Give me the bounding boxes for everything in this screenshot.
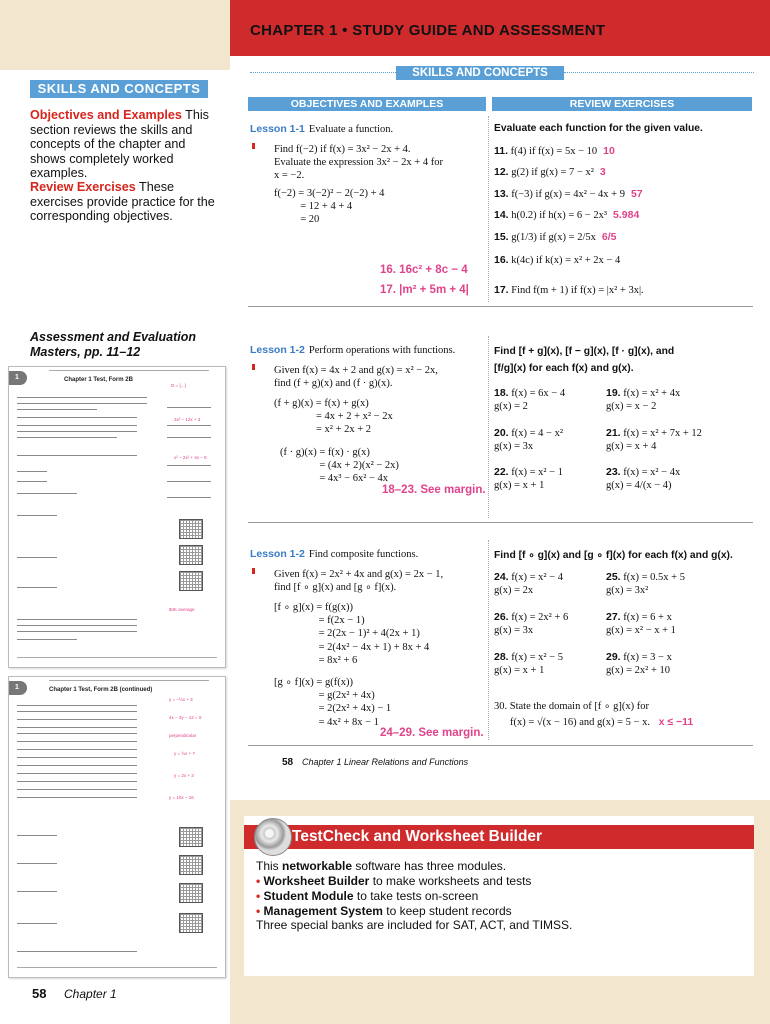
- example-work: (f + g)(x) = f(x) + g(x) = 4x + 2 + x² − 2x = x² + 2x + 2: [274, 398, 393, 436]
- review-item: 24. f(x) = x² − 4 g(x) = 2x: [494, 571, 563, 596]
- testcheck-title: TestCheck and Worksheet Builder: [292, 828, 543, 845]
- answer-16: 16. 16c² + 8c − 4: [380, 264, 468, 276]
- review-item: 21. f(x) = x² + 7x + 12 g(x) = x + 4: [606, 427, 702, 452]
- lesson-heading: [250, 548, 418, 560]
- review-item: 11. f(4) if f(x) = 5x − 10 10: [494, 145, 615, 157]
- review-item: 14. h(0.2) if h(x) = 6 − 2x³ 5.984: [494, 209, 640, 221]
- assessment-title: Assessment and Evaluation Masters, pp. 11–12: [30, 330, 197, 359]
- example-text: Find f(−2) if f(x) = 3x² − 2x + 4. Evaluate the expression 3x² − 2x + 4 for x = −2.: [274, 144, 443, 182]
- review-item: 16. k(4c) if k(x) = x² + 2x − 4: [494, 254, 621, 266]
- left-page-chapter: Chapter 1: [64, 987, 117, 1001]
- test-form-thumbnail-1: 1 Chapter 1 Test, Form 2B D = {...} 3x² − 12x + 3 x² − 2x² + 4x − 8 $4K average: [8, 366, 226, 668]
- lesson-heading: [250, 344, 455, 356]
- review-item: 15. g(1/3) if g(x) = 2/5x 6/5: [494, 231, 617, 243]
- answer-30: x ≤ −11: [658, 716, 694, 728]
- section-divider: [248, 745, 753, 746]
- testcheck-module: • Management System to keep student records: [256, 904, 512, 918]
- review-item: 12. g(2) if g(x) = 7 − x² 3: [494, 166, 606, 178]
- margin-note: 18–23. See margin.: [382, 484, 486, 496]
- thumbnail-title: Chapter 1 Test, Form 2B (continued): [49, 687, 153, 693]
- example-text: Given f(x) = 2x² + 4x and g(x) = 2x − 1, find [f ∘ g](x) and [g ∘ f](x).: [274, 569, 444, 594]
- example-work: f(−2) = 3(−2)² − 2(−2) + 4 = 12 + 4 + 4 = 20: [274, 188, 385, 226]
- review-heading: [f/g](x) for each f(x) and g(x).: [494, 363, 634, 374]
- review-heading: Find [f + g](x), [f − g](x), [f · g](x), and: [494, 346, 675, 357]
- dotted-rule: [564, 72, 754, 73]
- chapter-title: CHAPTER 1 • STUDY GUIDE AND ASSESSMENT: [250, 22, 606, 39]
- review-item: 28. f(x) = x² − 5 g(x) = x + 1: [494, 651, 563, 676]
- example-text: Given f(x) = 4x + 2 and g(x) = x² − 2x, find (f + g)(x) and (f · g)(x).: [274, 365, 438, 390]
- dotted-rule: [250, 72, 396, 73]
- answer-17: 17. |m² + 5m + 4|: [380, 284, 469, 296]
- testcheck-intro: This networkable software has three modules.: [256, 859, 507, 873]
- cd-disc-icon: [254, 818, 292, 856]
- review-heading: Find [f ∘ g](x) and [g ∘ f](x) for each f(x) and g(x).: [494, 550, 733, 561]
- column-divider: [488, 540, 489, 740]
- column-divider: [488, 336, 489, 518]
- page-number: 58: [282, 757, 294, 768]
- lesson-number: Lesson 1-1: [250, 123, 305, 135]
- review-item-30-function: f(x) = √(x − 16) and g(x) = 5 − x. x ≤ −11: [510, 716, 694, 728]
- example-work: [g ∘ f](x) = g(f(x)) = g(2x² + 4x) = 2(2x² + 4x) − 1 = 4x² + 8x − 1: [274, 677, 392, 728]
- chapter-tab: 1: [8, 371, 27, 385]
- review-item: 22. f(x) = x² − 1 g(x) = x + 1: [494, 466, 563, 491]
- testcheck-module: • Student Module to take tests on-screen: [256, 889, 479, 903]
- objectives-text: This section reviews the skills and concepts of the chapter and shows completely worked examples.: [30, 108, 209, 181]
- section-divider: [248, 306, 753, 307]
- testcheck-banks: Three special banks are included for SAT, ACT, and TIMSS.: [256, 918, 573, 932]
- example-marker: [252, 364, 255, 370]
- review-item: 29. f(x) = 3 − x g(x) = 2x² + 10: [606, 651, 672, 676]
- left-page-number: 58: [32, 986, 47, 1001]
- thumbnail-title: Chapter 1 Test, Form 2B: [64, 377, 133, 383]
- review-item: 25. f(x) = 0.5x + 5 g(x) = 3x²: [606, 571, 685, 596]
- lesson-number: Lesson 1-2: [250, 344, 305, 356]
- test-form-thumbnail-2: 1 Chapter 1 Test, Form 2B (continued) y = −½x + 3 4x − 3y − 12 = 0 perpendicular y = ½x + 7 y = 2x + 3 y = 10x − 16: [8, 676, 226, 978]
- margin-note: 24–29. See margin.: [380, 727, 484, 739]
- example-work: [f ∘ g](x) = f(g(x)) = f(2x − 1) = 2(2x − 1)² + 4(2x + 1) = 2(4x² − 4x + 1) + 8x + 4 = 8x² + 6: [274, 602, 430, 666]
- left-skills-bar: SKILLS AND CONCEPTS: [30, 80, 208, 98]
- review-item: 13. f(−3) if g(x) = 4x² − 4x + 9 57: [494, 188, 643, 200]
- review-lead: Review Exercises: [30, 180, 136, 194]
- review-item: 26. f(x) = 2x² + 6 g(x) = 3x: [494, 611, 569, 636]
- section-divider: [248, 522, 753, 523]
- lesson-objective: Evaluate a function.: [308, 124, 394, 135]
- review-item: 18. f(x) = 6x − 4 g(x) = 2: [494, 387, 566, 412]
- review-item: 23. f(x) = x² − 4x g(x) = 4/(x − 4): [606, 466, 681, 491]
- review-item-30: 30. State the domain of [f ∘ g](x) for: [494, 701, 649, 712]
- review-paragraph: [30, 180, 220, 224]
- review-exercises-bar: REVIEW EXERCISES: [492, 97, 752, 111]
- lesson-objective: Perform operations with functions.: [308, 345, 456, 356]
- chapter-tab: 1: [8, 681, 27, 695]
- testcheck-module: • Worksheet Builder to make worksheets and tests: [256, 874, 532, 888]
- skills-concepts-bar: SKILLS AND CONCEPTS: [396, 66, 564, 80]
- lesson-number: Lesson 1-2: [250, 548, 305, 560]
- lesson-heading: [250, 123, 393, 135]
- example-work: (f · g)(x) = f(x) · g(x) = (4x + 2)(x² − 2x) = 4x³ − 6x² − 4x: [280, 447, 399, 485]
- objectives-lead: Objectives and Examples: [30, 108, 182, 122]
- review-text: These exercises provide practice for the corresponding objectives.: [30, 180, 215, 224]
- page-chapter-title: Chapter 1 Linear Relations and Functions: [302, 757, 469, 767]
- review-item: 17. Find f(m + 1) if f(x) = |x² + 3x|.: [494, 284, 644, 296]
- column-divider: [488, 116, 489, 302]
- example-marker: [252, 143, 255, 149]
- objectives-examples-bar: OBJECTIVES AND EXAMPLES: [248, 97, 486, 111]
- example-marker: [252, 568, 255, 574]
- review-item: 20. f(x) = 4 − x² g(x) = 3x: [494, 427, 563, 452]
- objectives-paragraph: [30, 108, 220, 181]
- left-top-band: [0, 0, 230, 70]
- review-item: 19. f(x) = x² + 4x g(x) = x − 2: [606, 387, 681, 412]
- lesson-objective: Find composite functions.: [308, 549, 419, 560]
- review-item: 27. f(x) = 6 + x g(x) = x² − x + 1: [606, 611, 676, 636]
- review-heading: Evaluate each function for the given value.: [494, 123, 703, 134]
